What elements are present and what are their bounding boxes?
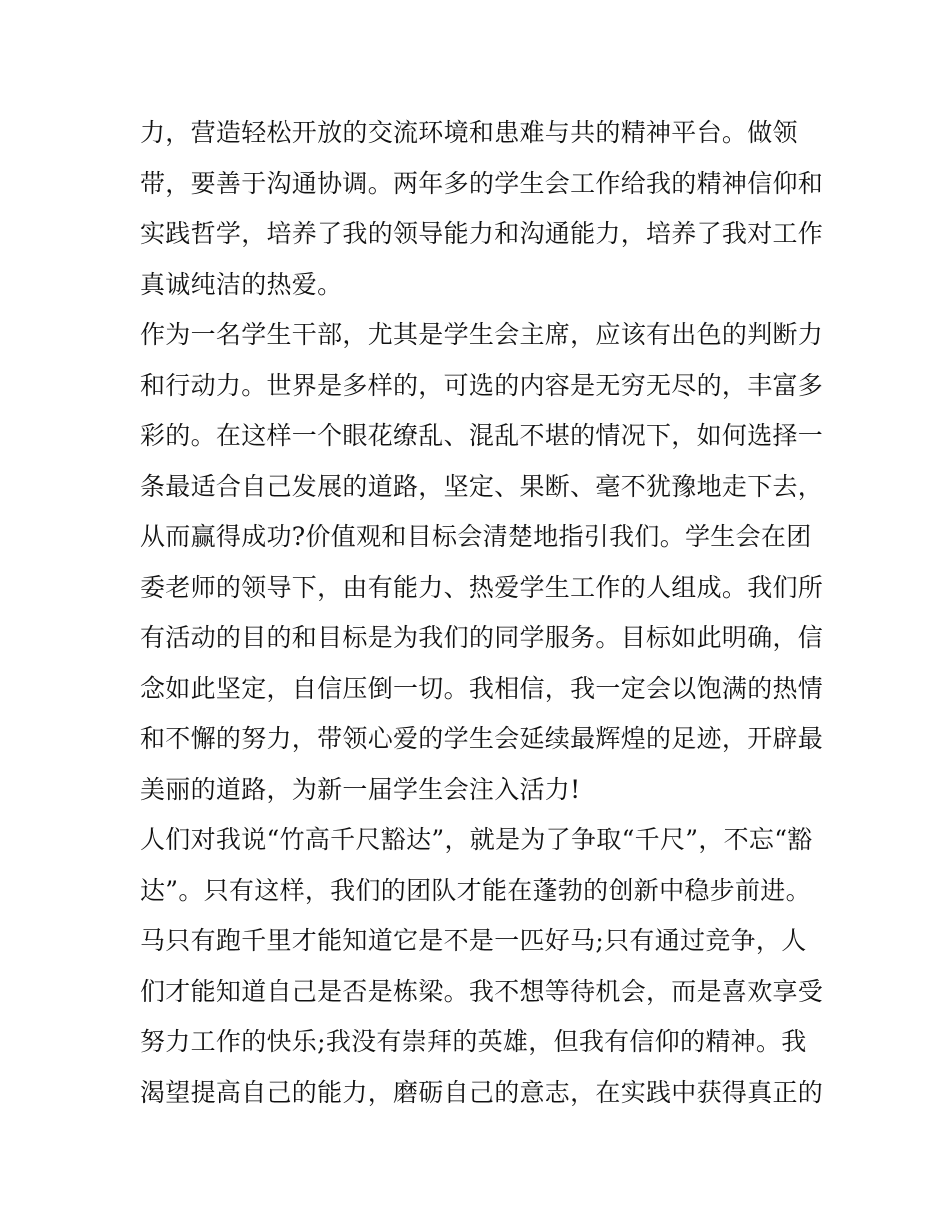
- text-line: 美丽的道路，为新一届学生会注入活力!: [140, 774, 581, 804]
- text-line: 力，营造轻松开放的交流环境和患难与共的精神平台。做领: [140, 118, 798, 147]
- body-text: [140, 108, 824, 1118]
- text-line: 和不懈的努力，带领心爱的学生会延续最辉煌的足迹，开辟最: [140, 724, 824, 753]
- text-line: 实践哲学，培养了我的领导能力和沟通能力，培养了我对工作: [140, 219, 824, 248]
- text-line: 努力工作的快乐;我没有崇拜的英雄，但我有信仰的精神。我: [140, 1027, 807, 1056]
- text-line: 渴望提高自己的能力，磨砺自己的意志，在实践中获得真正的: [140, 1077, 824, 1107]
- text-line: 人们对我说“竹高千尺豁达”，就是为了争取“千尺”，不忘“豁: [140, 825, 813, 854]
- text-line: 作为一名学生干部，尤其是学生会主席，应该有出色的判断力: [140, 320, 824, 349]
- text-line: 们才能知道自己是否是栋梁。我不想等待机会，而是喜欢享受: [140, 976, 824, 1006]
- text-line: 彩的。在这样一个眼花缭乱、混乱不堪的情况下，如何选择一: [140, 421, 824, 450]
- text-line: 真诚纯洁的热爱。: [140, 269, 343, 299]
- text-line: 委老师的领导下，由有能力、热爱学生工作的人组成。我们所: [140, 572, 824, 602]
- text-line: 和行动力。世界是多样的，可选的内容是无穷无尽的，丰富多: [140, 370, 824, 400]
- text-line: 念如此坚定，自信压倒一切。我相信，我一定会以饱满的热情: [140, 673, 824, 703]
- text-line: 达”。只有这样，我们的团队才能在蓬勃的创新中稳步前进。: [140, 875, 811, 905]
- text-line: 马只有跑千里才能知道它是不是一匹好马;只有通过竞争，人: [140, 926, 807, 955]
- text-line: 从而赢得成功?价值观和目标会清楚地指引我们。学生会在团: [140, 522, 812, 551]
- text-line: 带，要善于沟通协调。两年多的学生会工作给我的精神信仰和: [140, 168, 824, 198]
- text-line: 条最适合自己发展的道路，坚定、果断、毫不犹豫地走下去，: [140, 471, 824, 501]
- text-line: 有活动的目的和目标是为我们的同学服务。目标如此明确，信: [140, 623, 824, 652]
